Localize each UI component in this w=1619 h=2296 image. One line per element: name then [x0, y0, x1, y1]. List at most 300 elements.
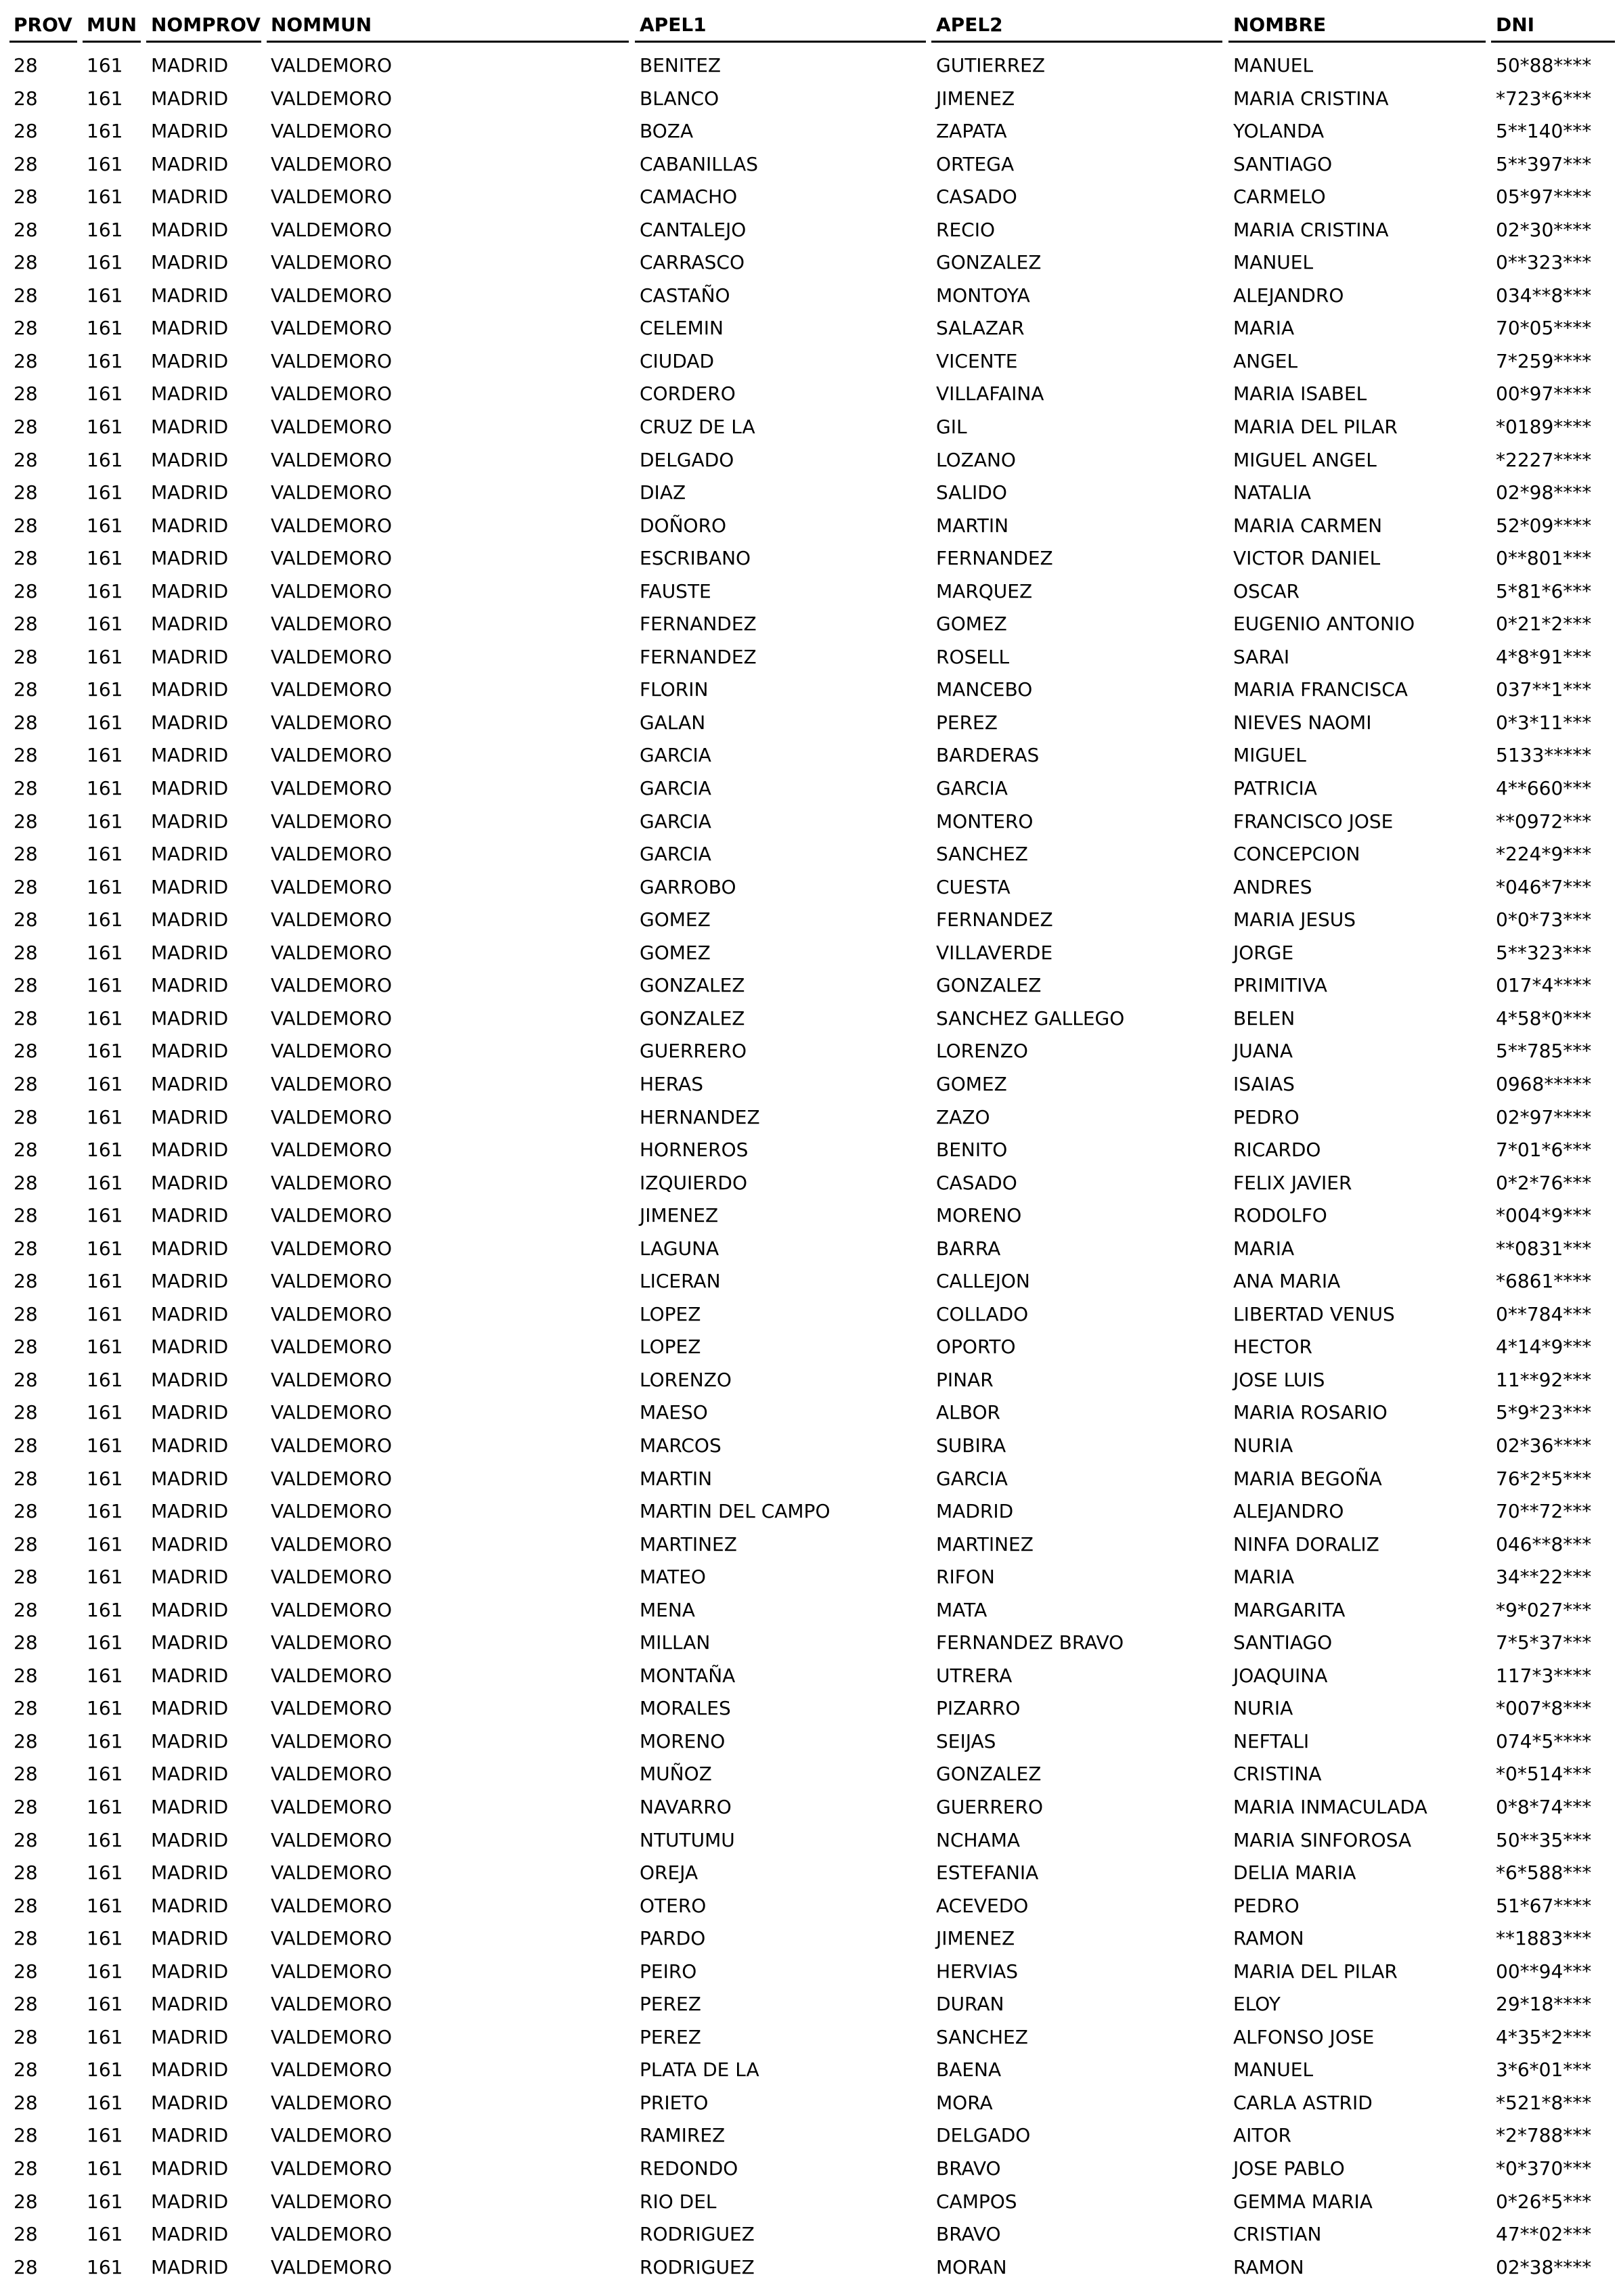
cell-nommun: VALDEMORO	[271, 2025, 393, 2048]
cell-nommun: VALDEMORO	[271, 1763, 393, 1786]
cell-dni: 046**8***	[1496, 1532, 1592, 1555]
cell-prov: 28	[14, 152, 38, 175]
cell-prov: 28	[14, 1335, 38, 1359]
cell-dni: 0*3*11***	[1496, 711, 1592, 734]
cell-nombre: DELIA MARIA	[1233, 1861, 1356, 1884]
table-row	[0, 1923, 1619, 1956]
table-row	[0, 642, 1619, 675]
cell-dni: 4**660***	[1496, 777, 1592, 800]
cell-nomprov: MADRID	[151, 1566, 229, 1589]
cell-dni: 0**784***	[1496, 1302, 1592, 1325]
cell-nombre: PATRICIA	[1233, 777, 1317, 800]
cell-apel2: PINAR	[936, 1368, 994, 1391]
cell-apel1: GARCIA	[640, 744, 711, 767]
cell-nomprov: MADRID	[151, 547, 229, 570]
cell-dni: 117*3****	[1496, 1664, 1592, 1687]
cell-apel1: FAUSTE	[640, 579, 711, 602]
cell-prov: 28	[14, 2058, 38, 2081]
table-row	[0, 280, 1619, 313]
cell-apel2: GOMEZ	[936, 613, 1007, 636]
cell-nombre: NURIA	[1233, 1434, 1293, 1457]
cell-nomprov: MADRID	[151, 2025, 229, 2048]
cell-nomprov: MADRID	[151, 2255, 229, 2278]
cell-nomprov: MADRID	[151, 1401, 229, 1424]
cell-nommun: VALDEMORO	[271, 185, 393, 208]
cell-dni: 0*2*76***	[1496, 1171, 1592, 1194]
cell-mun: 161	[87, 1532, 123, 1555]
cell-prov: 28	[14, 547, 38, 570]
cell-prov: 28	[14, 218, 38, 241]
cell-mun: 161	[87, 185, 123, 208]
cell-nomprov: MADRID	[151, 1861, 229, 1884]
table-row	[0, 2088, 1619, 2121]
cell-nomprov: MADRID	[151, 185, 229, 208]
cell-dni: *2*788***	[1496, 2124, 1592, 2147]
cell-nomprov: MADRID	[151, 2058, 229, 2081]
cell-dni: *046*7***	[1496, 875, 1592, 898]
cell-apel1: GARROBO	[640, 875, 736, 898]
cell-nommun: VALDEMORO	[271, 2255, 393, 2278]
cell-apel1: DIAZ	[640, 481, 686, 504]
table-row	[0, 2153, 1619, 2186]
cell-nomprov: MADRID	[151, 908, 229, 931]
header-underline	[635, 41, 926, 43]
cell-apel1: REDONDO	[640, 2157, 738, 2180]
column-header-nommun: NOMMUN	[271, 14, 372, 36]
header-underline	[9, 41, 77, 43]
cell-apel2: MORAN	[936, 2255, 1007, 2278]
cell-apel2: OPORTO	[936, 1335, 1016, 1359]
cell-apel1: CIUDAD	[640, 349, 715, 372]
table-row	[0, 1036, 1619, 1069]
cell-dni: 76*2*5***	[1496, 1467, 1592, 1490]
table-row	[0, 412, 1619, 445]
cell-nombre: ALFONSO JOSE	[1233, 2025, 1375, 2048]
cell-mun: 161	[87, 1631, 123, 1654]
cell-dni: 70*05****	[1496, 317, 1592, 340]
header-underline	[146, 41, 261, 43]
cell-nombre: CRISTINA	[1233, 1763, 1322, 1786]
cell-dni: 02*97****	[1496, 1105, 1592, 1128]
cell-nomprov: MADRID	[151, 1500, 229, 1523]
cell-apel1: GALAN	[640, 711, 706, 734]
cell-nommun: VALDEMORO	[271, 744, 393, 767]
cell-prov: 28	[14, 284, 38, 307]
table-row	[0, 1792, 1619, 1825]
cell-mun: 161	[87, 1763, 123, 1786]
table-row	[0, 1825, 1619, 1858]
cell-apel1: GOMEZ	[640, 941, 711, 964]
cell-nommun: VALDEMORO	[271, 218, 393, 241]
table-row	[0, 83, 1619, 116]
cell-nombre: RICARDO	[1233, 1139, 1321, 1162]
cell-apel1: MILLAN	[640, 1631, 711, 1654]
cell-nomprov: MADRID	[151, 1993, 229, 2016]
cell-nomprov: MADRID	[151, 645, 229, 668]
cell-apel1: PLATA DE LA	[640, 2058, 759, 2081]
cell-nombre: MARIA DEL PILAR	[1233, 416, 1398, 439]
cell-apel1: MONTAÑA	[640, 1664, 736, 1687]
cell-nommun: VALDEMORO	[271, 87, 393, 110]
table-row	[0, 1857, 1619, 1891]
cell-apel1: CORDERO	[640, 382, 736, 405]
cell-dni: *0*514***	[1496, 1763, 1592, 1786]
cell-nomprov: MADRID	[151, 1007, 229, 1030]
table-row	[0, 543, 1619, 576]
table-row	[0, 2219, 1619, 2252]
cell-dni: 0*26*5***	[1496, 2190, 1592, 2213]
cell-nomprov: MADRID	[151, 349, 229, 372]
cell-nommun: VALDEMORO	[271, 1729, 393, 1752]
cell-dni: 02*36****	[1496, 1434, 1592, 1457]
cell-mun: 161	[87, 2025, 123, 2048]
table-row	[0, 2120, 1619, 2153]
cell-prov: 28	[14, 1861, 38, 1884]
cell-mun: 161	[87, 1204, 123, 1227]
cell-dni: 074*5****	[1496, 1729, 1592, 1752]
cell-apel2: MATA	[936, 1598, 988, 1621]
cell-prov: 28	[14, 1664, 38, 1687]
cell-nommun: VALDEMORO	[271, 711, 393, 734]
cell-nombre: MARIA JESUS	[1233, 908, 1356, 931]
table-row	[0, 1069, 1619, 1102]
cell-nombre: MARIA ISABEL	[1233, 382, 1367, 405]
cell-apel1: CELEMIN	[640, 317, 724, 340]
cell-apel1: CAMACHO	[640, 185, 738, 208]
cell-apel2: RECIO	[936, 218, 995, 241]
table-row	[0, 1430, 1619, 1463]
cell-nombre: BELEN	[1233, 1007, 1295, 1030]
cell-apel2: GONZALEZ	[936, 1763, 1042, 1786]
cell-dni: 50**35***	[1496, 1828, 1592, 1851]
cell-nomprov: MADRID	[151, 1368, 229, 1391]
cell-nomprov: MADRID	[151, 1532, 229, 1555]
cell-dni: 02*38****	[1496, 2255, 1592, 2278]
cell-apel1: BLANCO	[640, 87, 719, 110]
cell-apel2: MARTINEZ	[936, 1532, 1034, 1555]
cell-nomprov: MADRID	[151, 1072, 229, 1095]
cell-apel2: GUTIERREZ	[936, 54, 1046, 76]
cell-dni: 5**140***	[1496, 120, 1592, 143]
cell-nommun: VALDEMORO	[271, 1302, 393, 1325]
cell-dni: *521*8***	[1496, 2091, 1592, 2114]
table-row	[0, 1660, 1619, 1694]
cell-nomprov: MADRID	[151, 744, 229, 767]
cell-nommun: VALDEMORO	[271, 941, 393, 964]
cell-nomprov: MADRID	[151, 1105, 229, 1128]
column-header-prov: PROV	[14, 14, 72, 36]
cell-apel1: GARCIA	[640, 843, 711, 866]
cell-apel2: SALIDO	[936, 481, 1007, 504]
cell-prov: 28	[14, 777, 38, 800]
table-row	[0, 806, 1619, 839]
cell-nombre: PRIMITIVA	[1233, 974, 1327, 997]
header-underline	[1491, 41, 1615, 43]
cell-nombre: SANTIAGO	[1233, 152, 1333, 175]
cell-prov: 28	[14, 349, 38, 372]
cell-nombre: MARIA INMACULADA	[1233, 1795, 1427, 1818]
cell-mun: 161	[87, 744, 123, 767]
cell-mun: 161	[87, 1237, 123, 1260]
table-row	[0, 1266, 1619, 1299]
cell-nombre: PEDRO	[1233, 1105, 1300, 1128]
cell-prov: 28	[14, 1993, 38, 2016]
table-row	[0, 445, 1619, 478]
cell-apel2: ALBOR	[936, 1401, 1000, 1424]
cell-prov: 28	[14, 1960, 38, 1983]
cell-nommun: VALDEMORO	[271, 908, 393, 931]
cell-nommun: VALDEMORO	[271, 251, 393, 274]
cell-nomprov: MADRID	[151, 1828, 229, 1851]
table-row	[0, 215, 1619, 248]
cell-nombre: EUGENIO ANTONIO	[1233, 613, 1415, 636]
cell-dni: 3*6*01***	[1496, 2058, 1592, 2081]
cell-apel1: GOMEZ	[640, 908, 711, 931]
cell-apel1: HERAS	[640, 1072, 703, 1095]
cell-mun: 161	[87, 514, 123, 537]
cell-nombre: JOSE PABLO	[1233, 2157, 1345, 2180]
cell-prov: 28	[14, 908, 38, 931]
cell-nomprov: MADRID	[151, 1171, 229, 1194]
cell-dni: *007*8***	[1496, 1697, 1592, 1720]
cell-apel2: BENITO	[936, 1139, 1008, 1162]
cell-prov: 28	[14, 1302, 38, 1325]
cell-apel1: MARTIN DEL CAMPO	[640, 1500, 830, 1523]
table-row	[0, 674, 1619, 707]
table-row	[0, 346, 1619, 379]
cell-apel2: JIMENEZ	[936, 1927, 1015, 1950]
cell-prov: 28	[14, 1927, 38, 1950]
cell-nommun: VALDEMORO	[271, 1368, 393, 1391]
cell-nombre: RODOLFO	[1233, 1204, 1327, 1227]
cell-nomprov: MADRID	[151, 2124, 229, 2147]
cell-nombre: JUANA	[1233, 1040, 1293, 1063]
table-row	[0, 609, 1619, 642]
cell-nomprov: MADRID	[151, 1237, 229, 1260]
cell-apel1: GARCIA	[640, 777, 711, 800]
cell-nommun: VALDEMORO	[271, 1566, 393, 1589]
cell-nombre: SARAI	[1233, 645, 1290, 668]
cell-nomprov: MADRID	[151, 1631, 229, 1654]
cell-apel2: UTRERA	[936, 1664, 1013, 1687]
cell-nombre: MARIA SINFOROSA	[1233, 1828, 1412, 1851]
cell-apel1: HORNEROS	[640, 1139, 749, 1162]
cell-mun: 161	[87, 416, 123, 439]
cell-dni: 5*9*23***	[1496, 1401, 1592, 1424]
cell-dni: *224*9***	[1496, 843, 1592, 866]
cell-prov: 28	[14, 416, 38, 439]
cell-prov: 28	[14, 1040, 38, 1063]
cell-nommun: VALDEMORO	[271, 1861, 393, 1884]
cell-apel2: FERNANDEZ	[936, 908, 1053, 931]
cell-nommun: VALDEMORO	[271, 448, 393, 471]
cell-nommun: VALDEMORO	[271, 613, 393, 636]
table-row	[0, 2054, 1619, 2088]
cell-mun: 161	[87, 547, 123, 570]
cell-nombre: JOSE LUIS	[1233, 1368, 1325, 1391]
cell-apel1: MARTINEZ	[640, 1532, 737, 1555]
table-row	[0, 937, 1619, 971]
cell-mun: 161	[87, 87, 123, 110]
table-row	[0, 149, 1619, 182]
cell-nomprov: MADRID	[151, 1729, 229, 1752]
cell-dni: 017*4****	[1496, 974, 1592, 997]
cell-nomprov: MADRID	[151, 2190, 229, 2213]
cell-prov: 28	[14, 1368, 38, 1391]
cell-nombre: MARIA BEGOÑA	[1233, 1467, 1382, 1490]
cell-prov: 28	[14, 514, 38, 537]
cell-apel2: BARDERAS	[936, 744, 1040, 767]
cell-mun: 161	[87, 1993, 123, 2016]
cell-apel2: MARTIN	[936, 514, 1009, 537]
table-row	[0, 1463, 1619, 1497]
cell-dni: 50*88****	[1496, 54, 1592, 76]
cell-nomprov: MADRID	[151, 2091, 229, 2114]
cell-nomprov: MADRID	[151, 1204, 229, 1227]
cell-prov: 28	[14, 1072, 38, 1095]
cell-nombre: NATALIA	[1233, 481, 1312, 504]
table-row	[0, 378, 1619, 412]
cell-dni: 5**785***	[1496, 1040, 1592, 1063]
cell-nommun: VALDEMORO	[271, 1237, 393, 1260]
cell-mun: 161	[87, 843, 123, 866]
cell-nomprov: MADRID	[151, 1139, 229, 1162]
cell-nombre: MARIA	[1233, 317, 1295, 340]
cell-dni: *0189****	[1496, 416, 1592, 439]
cell-nombre: YOLANDA	[1233, 120, 1325, 143]
cell-dni: 00*97****	[1496, 382, 1592, 405]
cell-dni: *6*588***	[1496, 1861, 1592, 1884]
cell-nommun: VALDEMORO	[271, 1960, 393, 1983]
cell-prov: 28	[14, 1467, 38, 1490]
cell-nomprov: MADRID	[151, 1894, 229, 1917]
cell-apel1: CANTALEJO	[640, 218, 747, 241]
cell-nombre: FELIX JAVIER	[1233, 1171, 1352, 1194]
cell-mun: 161	[87, 777, 123, 800]
cell-nomprov: MADRID	[151, 87, 229, 110]
cell-prov: 28	[14, 1171, 38, 1194]
cell-apel2: SALAZAR	[936, 317, 1025, 340]
cell-mun: 161	[87, 251, 123, 274]
cell-nommun: VALDEMORO	[271, 875, 393, 898]
cell-nomprov: MADRID	[151, 2157, 229, 2180]
cell-apel2: BARRA	[936, 1237, 1001, 1260]
cell-nommun: VALDEMORO	[271, 382, 393, 405]
cell-apel1: DOÑORO	[640, 514, 727, 537]
cell-mun: 161	[87, 2124, 123, 2147]
cell-nomprov: MADRID	[151, 120, 229, 143]
cell-nommun: VALDEMORO	[271, 317, 393, 340]
cell-apel2: CUESTA	[936, 875, 1011, 898]
cell-apel2: VILLAVERDE	[936, 941, 1053, 964]
cell-prov: 28	[14, 1598, 38, 1621]
cell-apel1: MARCOS	[640, 1434, 722, 1457]
cell-apel2: SANCHEZ GALLEGO	[936, 1007, 1125, 1030]
cell-nommun: VALDEMORO	[271, 349, 393, 372]
table-row	[0, 1200, 1619, 1233]
table-row	[0, 477, 1619, 510]
cell-dni: 4*35*2***	[1496, 2025, 1592, 2048]
cell-apel1: RODRIGUEZ	[640, 2255, 755, 2278]
cell-nombre: MARGARITA	[1233, 1598, 1346, 1621]
cell-mun: 161	[87, 875, 123, 898]
cell-mun: 161	[87, 1270, 123, 1293]
cell-nombre: JORGE	[1233, 941, 1294, 964]
cell-nommun: VALDEMORO	[271, 1664, 393, 1687]
cell-nomprov: MADRID	[151, 1664, 229, 1687]
cell-nomprov: MADRID	[151, 1270, 229, 1293]
cell-apel2: GONZALEZ	[936, 251, 1042, 274]
cell-apel1: PARDO	[640, 1927, 706, 1950]
cell-nombre: MIGUEL ANGEL	[1233, 448, 1377, 471]
cell-apel2: CAMPOS	[936, 2190, 1017, 2213]
cell-prov: 28	[14, 744, 38, 767]
cell-apel1: MORALES	[640, 1697, 731, 1720]
table-row	[0, 1331, 1619, 1365]
table-row	[0, 1759, 1619, 1792]
cell-prov: 28	[14, 120, 38, 143]
cell-apel1: RIO DEL	[640, 2190, 717, 2213]
table-row	[0, 247, 1619, 280]
table-row	[0, 1134, 1619, 1168]
cell-mun: 161	[87, 941, 123, 964]
cell-nombre: MANUEL	[1233, 2058, 1314, 2081]
cell-prov: 28	[14, 645, 38, 668]
cell-prov: 28	[14, 941, 38, 964]
cell-nommun: VALDEMORO	[271, 1598, 393, 1621]
cell-apel2: MORENO	[936, 1204, 1022, 1227]
cell-mun: 161	[87, 2223, 123, 2246]
table-row	[0, 904, 1619, 937]
table-row	[0, 1726, 1619, 1759]
cell-nomprov: MADRID	[151, 579, 229, 602]
cell-apel2: FERNANDEZ BRAVO	[936, 1631, 1124, 1654]
cell-dni: 05*97****	[1496, 185, 1592, 208]
cell-mun: 161	[87, 1894, 123, 1917]
cell-nommun: VALDEMORO	[271, 1795, 393, 1818]
cell-nomprov: MADRID	[151, 711, 229, 734]
cell-dni: *9*027***	[1496, 1598, 1592, 1621]
cell-apel2: MONTERO	[936, 810, 1034, 833]
cell-mun: 161	[87, 382, 123, 405]
table-row	[0, 740, 1619, 773]
cell-nombre: MANUEL	[1233, 251, 1314, 274]
cell-apel2: JIMENEZ	[936, 87, 1015, 110]
cell-prov: 28	[14, 1500, 38, 1523]
cell-nombre: CARLA ASTRID	[1233, 2091, 1373, 2114]
cell-apel2: CASADO	[936, 185, 1017, 208]
cell-mun: 161	[87, 1960, 123, 1983]
cell-nomprov: MADRID	[151, 2223, 229, 2246]
cell-mun: 161	[87, 1467, 123, 1490]
cell-prov: 28	[14, 448, 38, 471]
cell-mun: 161	[87, 1105, 123, 1128]
cell-nommun: VALDEMORO	[271, 777, 393, 800]
cell-dni: 4*8*91***	[1496, 645, 1592, 668]
cell-dni: 47**02***	[1496, 2223, 1592, 2246]
cell-prov: 28	[14, 481, 38, 504]
table-row	[0, 1529, 1619, 1562]
cell-nomprov: MADRID	[151, 1697, 229, 1720]
cell-apel2: BAENA	[936, 2058, 1002, 2081]
cell-nomprov: MADRID	[151, 481, 229, 504]
cell-nombre: MARIA DEL PILAR	[1233, 1960, 1398, 1983]
cell-nommun: VALDEMORO	[271, 1993, 393, 2016]
cell-nommun: VALDEMORO	[271, 2058, 393, 2081]
cell-apel1: MARTIN	[640, 1467, 713, 1490]
cell-apel2: LOZANO	[936, 448, 1016, 471]
cell-nommun: VALDEMORO	[271, 1105, 393, 1128]
